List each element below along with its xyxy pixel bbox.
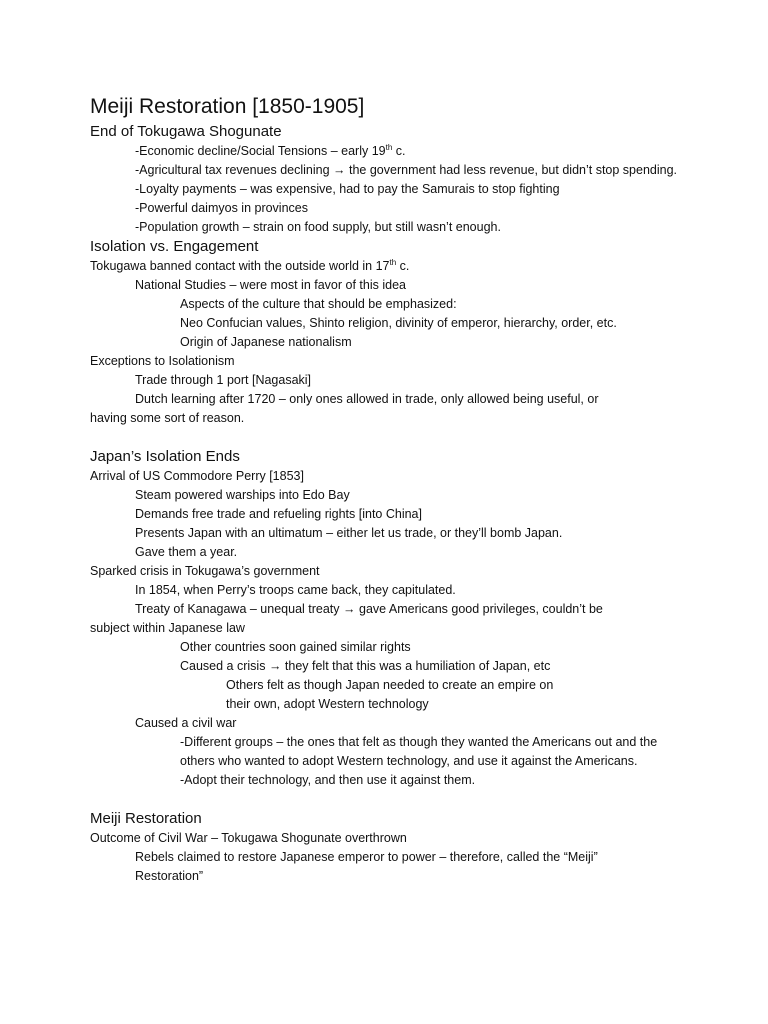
note-line: Sparked crisis in Tokugawa’s government <box>90 564 320 578</box>
note-line: Origin of Japanese nationalism <box>180 335 352 349</box>
note-line: -Population growth – strain on food supply, but still wasn’t enough. <box>135 220 501 234</box>
section-heading-isolation-ends: Japan’s Isolation Ends <box>90 448 240 465</box>
note-line: Arrival of US Commodore Perry [1853] <box>90 469 304 483</box>
note-line: Demands free trade and refueling rights [into China] <box>135 507 422 521</box>
note-line: Other countries soon gained similar rights <box>180 640 411 654</box>
section-heading-isolation: Isolation vs. Engagement <box>90 238 259 255</box>
section-heading-tokugawa: End of Tokugawa Shogunate <box>90 123 282 140</box>
arrow-icon: → <box>333 163 346 177</box>
note-line: Dutch learning after 1720 – only ones allowed in trade, only allowed being useful, or <box>135 392 599 406</box>
note-line: Rebels claimed to restore Japanese emperor to power – therefore, called the “Meiji” Restoration” <box>135 850 598 883</box>
arrow-icon: → <box>343 602 356 616</box>
note-line: Outcome of Civil War – Tokugawa Shogunate overthrown <box>90 831 407 845</box>
note-line: Aspects of the culture that should be emphasized: <box>180 297 457 311</box>
note-line: -Adopt their technology, and then use it against them. <box>180 773 476 787</box>
note-line: Trade through 1 port [Nagasaki] <box>135 373 312 387</box>
note-line: Caused a civil war <box>135 716 237 730</box>
document-title: Meiji Restoration [1850-1905] <box>90 95 365 118</box>
note-line: -Loyalty payments – was expensive, had to pay the Samurais to stop fighting <box>135 182 560 196</box>
note-line: In 1854, when Perry’s troops came back, they capitulated. <box>135 583 456 597</box>
note-line: Caused a crisis → they felt that this was a humiliation of Japan, etc <box>180 659 551 673</box>
note-line: National Studies – were most in favor of this idea <box>135 278 406 292</box>
note-line: -Economic decline/Social Tensions – early 19th c. <box>135 142 406 158</box>
note-line: Tokugawa banned contact with the outside world in 17th c. <box>90 257 410 273</box>
note-line: Neo Confucian values, Shinto religion, divinity of emperor, hierarchy, order, etc. <box>180 316 617 330</box>
note-line: subject within Japanese law <box>90 621 245 635</box>
note-line: Steam powered warships into Edo Bay <box>135 488 350 502</box>
note-line: Exceptions to Isolationism <box>90 354 235 368</box>
note-line: -Agricultural tax revenues declining → the government had less revenue, but didn’t stop spending. <box>135 163 678 177</box>
document-page <box>90 92 690 886</box>
arrow-icon: → <box>268 659 282 673</box>
note-line: Others felt as though Japan needed to create an empire on their own, adopt Western technology <box>226 678 554 711</box>
note-line: having some sort of reason. <box>90 411 245 425</box>
section-heading-meiji: Meiji Restoration <box>90 810 202 827</box>
note-line: Treaty of Kanagawa – unequal treaty → gave Americans good privileges, couldn’t be <box>135 602 603 616</box>
note-line: -Powerful daimyos in provinces <box>135 201 308 215</box>
note-line: Presents Japan with an ultimatum – either let us trade, or they’ll bomb Japan. <box>135 526 563 540</box>
note-line: -Different groups – the ones that felt as though they wanted the Americans out and the others who wanted to adopt Western technology, and use it against the Americans. <box>180 735 658 768</box>
note-line: Gave them a year. <box>135 545 238 559</box>
